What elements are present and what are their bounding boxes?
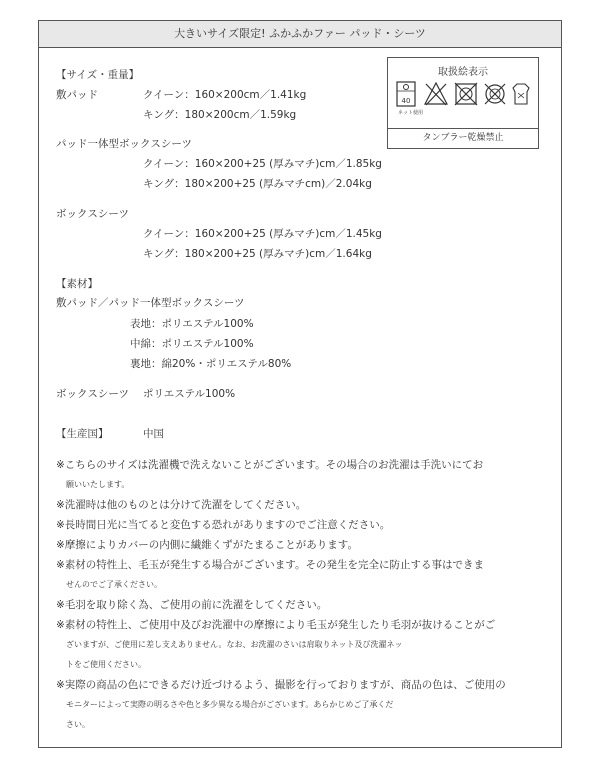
page-title: 大きいサイズ限定! ふかふかファー パッド・シーツ: [39, 21, 561, 48]
note-7-line-1: ※素材の特性上、ご使用中及びお洗濯中の摩擦により毛玉が発生したり毛羽が抜けることがご: [56, 619, 496, 631]
note-6: [56, 595, 552, 615]
wash-40-icon: [395, 80, 424, 116]
origin-heading: 【生産国】: [56, 428, 109, 440]
care-label-title: 取扱絵表示: [438, 67, 488, 78]
pad-queen: クイーン：160×200cm／1.41kg: [143, 89, 307, 101]
note-6-line-1: ※毛羽を取り除く為、ご使用の前に洗濯をしてください。: [56, 599, 328, 611]
note-5: [56, 555, 552, 595]
box-king: キング：180×200+25 (厚みマチ)cm／1.64kg: [143, 248, 372, 260]
note-7-line-2: ざいますが、ご使用に差し支えありません。なお、お洗濯のさいは肩取りネット及び洗濯ネッ: [66, 640, 403, 649]
note-8: [56, 675, 552, 735]
material-box-name: ボックスシーツ: [56, 388, 129, 400]
box-name: ボックスシーツ: [56, 208, 129, 220]
size-heading: 【サイズ・重量】: [56, 69, 140, 81]
box-queen: クイーン：160×200+25 (厚みマチ)cm／1.45kg: [143, 228, 382, 240]
note-7-line-3: トをご使用ください。: [66, 660, 146, 669]
pad-box-queen: クイーン：160×200+25 (厚みマチ)cm／1.85kg: [143, 158, 382, 170]
note-5-line-2: せんのでご了承ください。: [66, 580, 162, 589]
material-pad-name: 敷パッド／パッド一体型ボックスシーツ: [56, 297, 245, 309]
note-1-line-2: 願いいたします。: [66, 480, 130, 489]
pad-box-name: パッド一体型ボックスシーツ: [56, 138, 192, 150]
care-icons: [393, 80, 533, 120]
tumble-dry-prohibited-note: タンブラー乾燥禁止: [388, 128, 538, 148]
net-use-text: ネット使用: [398, 110, 424, 116]
pad-king: キング：180×200cm／1.59kg: [143, 109, 297, 121]
origin-value: 中国: [143, 428, 164, 440]
note-7: [56, 615, 552, 675]
material-surface: 表地：ポリエステル100%: [130, 318, 254, 330]
care-label-box: [387, 57, 539, 149]
note-5-line-1: ※素材の特性上、毛玉が発生する場合がございます。その発生を完全に防止する事はできま: [56, 559, 484, 571]
material-box-value: ポリエステル100%: [143, 388, 236, 400]
note-1: [56, 455, 552, 495]
pad-name: 敷パッド: [56, 89, 98, 101]
hang-dry-icon: [509, 80, 535, 108]
note-4: [56, 535, 552, 555]
material-filling: 中綿：ポリエステル100%: [130, 338, 254, 350]
material-back: 裏地：綿20%・ポリエステル80%: [130, 358, 292, 370]
product-info-frame: [38, 20, 562, 748]
note-2-line-1: ※洗濯時は他のものとは分けて洗濯をしてください。: [56, 499, 307, 511]
note-3: [56, 515, 552, 535]
no-tumble-dry-icon: [453, 80, 479, 108]
note-4-line-1: ※摩擦によりカバーの内側に繊維くずがたまることがあります。: [56, 539, 358, 551]
no-bleach-icon: [423, 80, 449, 108]
wash-temperature: 40: [401, 97, 411, 105]
note-2: [56, 495, 552, 515]
no-dry-clean-icon: [482, 80, 508, 108]
note-3-line-1: ※長時間日光に当てると変色する恐れがありますのでご注意ください。: [56, 519, 391, 531]
pad-box-king: キング：180×200+25 (厚みマチcm)／2.04kg: [143, 178, 372, 190]
note-8-line-1: ※実際の商品の色にできるだけ近づけるよう、撮影を行っておりますが、商品の色は、ご使用の: [56, 679, 506, 691]
material-heading: 【素材】: [56, 278, 98, 290]
note-1-line-1: ※こちらのサイズは洗濯機で洗えないことがございます。その場合のお洗濯は手洗いにてお: [56, 459, 484, 471]
note-8-line-2: モニターによって実際の明るさや色と多少異なる場合がございます。あらかじめご了承くだ: [66, 700, 394, 709]
note-8-line-3: さい。: [66, 720, 90, 729]
